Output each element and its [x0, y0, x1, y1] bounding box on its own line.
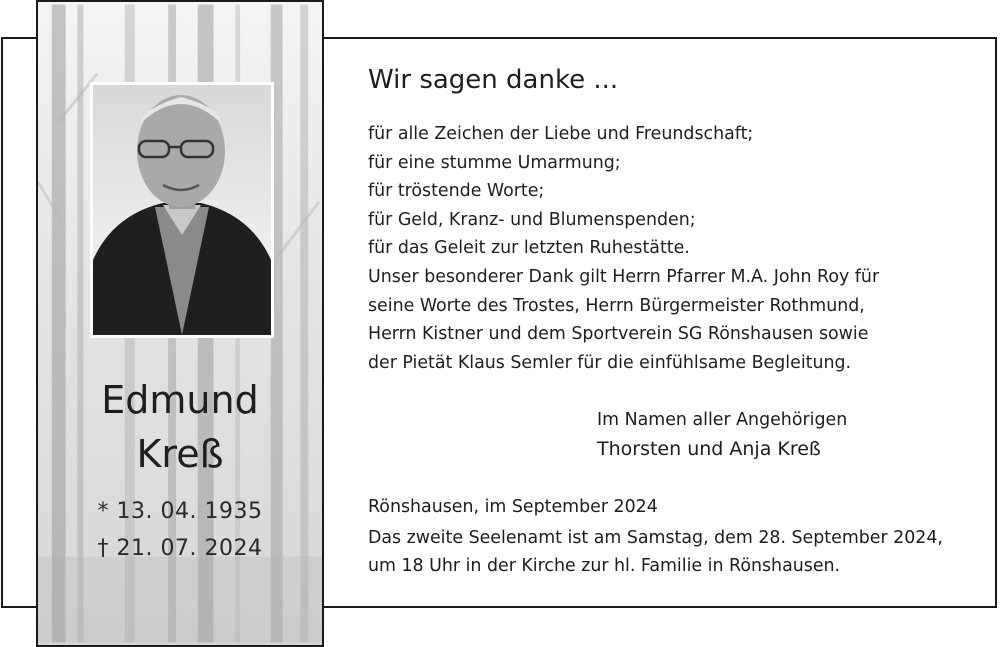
- signoff-intro: Im Namen aller Angehörigen: [597, 410, 848, 430]
- mass-info-line: Das zweite Seelenamt ist am Samstag, dem 28. September 2024,: [368, 527, 943, 548]
- portrait-photo: [90, 82, 274, 338]
- message-line: für alle Zeichen der Liebe und Freundschaft;: [368, 124, 754, 144]
- birth-date: * 13. 04. 1935: [97, 499, 263, 524]
- mass-info-line: um 18 Uhr in der Kirche zur hl. Familie in Rönshausen.: [368, 556, 841, 577]
- signoff-names: Thorsten und Anja Kreß: [597, 438, 821, 460]
- memorial-panel: [36, 0, 324, 647]
- deceased-last-name: Kreß: [136, 432, 224, 476]
- signoff: [597, 406, 847, 464]
- message-heading: Wir sagen danke ...: [368, 65, 619, 95]
- message-line: für Geld, Kranz- und Blumenspenden;: [368, 209, 696, 230]
- deceased-first-name: Edmund: [101, 378, 259, 422]
- death-date: † 21. 07. 2024: [97, 536, 263, 561]
- thank-you-message: [368, 62, 978, 377]
- message-line: Unser besonderer Dank gilt Herrn Pfarrer M.A. John Roy für: [368, 266, 880, 287]
- message-line: der Pietät Klaus Semler für die einfühlsame Begleitung.: [368, 352, 852, 373]
- message-line: für das Geleit zur letzten Ruhestätte.: [368, 238, 690, 259]
- message-line: für tröstende Worte;: [368, 181, 545, 202]
- footer: [368, 493, 943, 581]
- message-line: für eine stumme Umarmung;: [368, 152, 621, 173]
- message-line: Herrn Kistner und dem Sportverein SG Rönshausen sowie: [368, 324, 869, 345]
- message-line: seine Worte des Trostes, Herrn Bürgermeister Rothmund,: [368, 295, 865, 316]
- place-date: Rönshausen, im September 2024: [368, 497, 658, 517]
